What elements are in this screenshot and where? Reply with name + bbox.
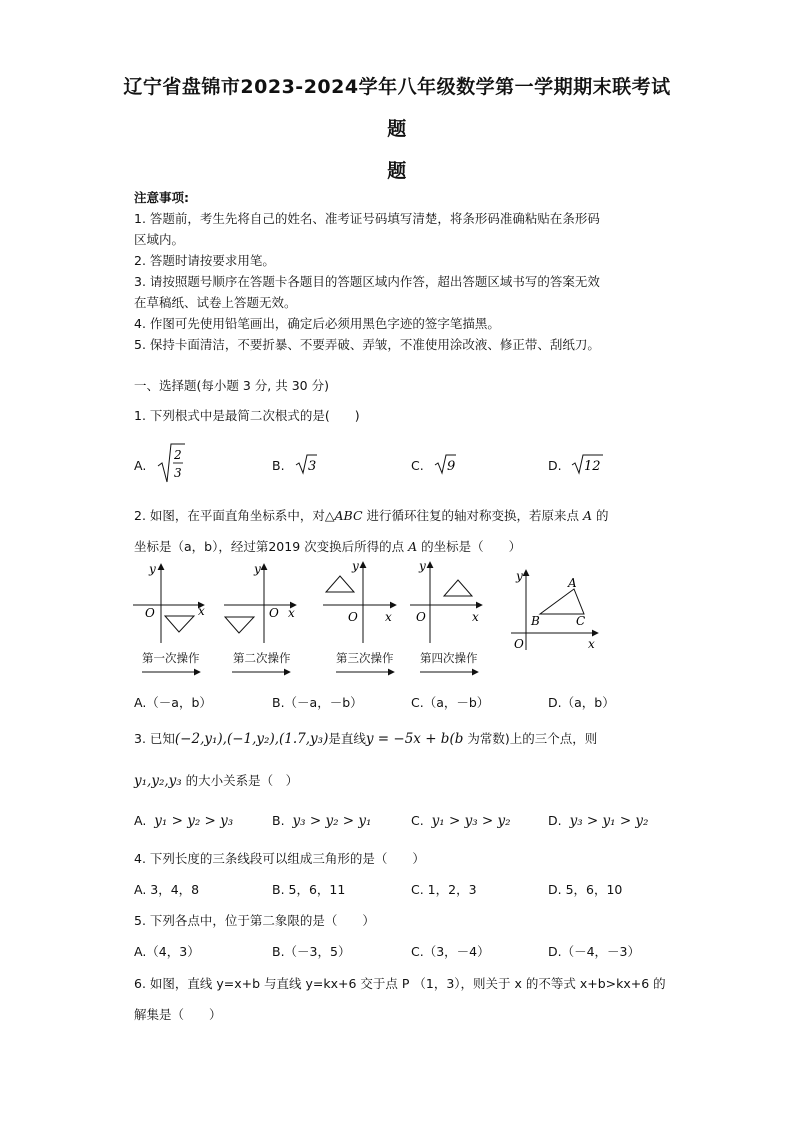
q6-stem-line2: 解集是（ ） xyxy=(134,1007,222,1022)
notice-item: 区域内。 xyxy=(134,232,185,247)
q5-option-a: A.（4，3） xyxy=(134,944,200,959)
q4-option-a: A. 3，4，8 xyxy=(134,882,200,897)
origin-label: O xyxy=(269,606,279,620)
q4-option-d: D. 5，6，10 xyxy=(548,882,623,897)
q1-radicand: 2 xyxy=(174,448,182,462)
y-axis-label: y xyxy=(149,562,156,576)
q2-panel-1 xyxy=(133,562,205,643)
triangle xyxy=(165,616,194,632)
x-axis-label: x xyxy=(288,606,295,620)
q5-option-d: D.（－4，－3） xyxy=(548,944,641,959)
vertex-b-label: B xyxy=(531,614,540,628)
q1-option-a-label: A. xyxy=(134,458,147,473)
q4-stem: 4. 下列长度的三条线段可以组成三角形的是（ ） xyxy=(134,851,425,866)
section-heading: 一、选择题(每小题 3 分, 共 30 分) xyxy=(134,378,329,393)
y-axis-label: y xyxy=(516,569,523,583)
q5-option-c: C.（3，－4） xyxy=(411,944,490,959)
q4-option-b: B. 5，6，11 xyxy=(272,882,346,897)
origin-label: O xyxy=(145,606,155,620)
notice-item: 5. 保持卡面清洁，不要折暴、不要弄破、弄皱，不准使用涂改液、修正带、刮纸刀。 xyxy=(134,337,600,352)
q1-stem: 1. 下列根式中是最简二次根式的是( ) xyxy=(134,408,360,423)
q3-stem-line2: y₁,y₂,y₃ 的大小关系是（ ） xyxy=(134,773,299,789)
q2-option-c: C.（a，－b） xyxy=(411,695,490,710)
triangle xyxy=(444,580,472,596)
notice-item: 4. 作图可先使用铅笔画出，确定后必须用黑色字迹的签字笔描黑。 xyxy=(134,316,500,331)
q3-option-a: A. y₁ > y₂ > y₃ xyxy=(134,813,234,829)
q1-option-a-radical xyxy=(156,440,186,486)
q1-radicand: 3 xyxy=(174,466,182,480)
q1-radicand: 9 xyxy=(447,459,456,474)
origin-label: O xyxy=(348,610,358,624)
q2-caption-1: 第一次操作 xyxy=(142,651,200,665)
q4-option-c: C. 1，2，3 xyxy=(411,882,477,897)
q2-panel-5 xyxy=(511,569,598,651)
x-axis-label: x xyxy=(588,637,595,651)
q2-option-b: B.（－a，－b） xyxy=(272,695,363,710)
q2-caption-3: 第三次操作 xyxy=(336,651,394,665)
q3-option-d: D. y₃ > y₁ > y₂ xyxy=(548,813,649,829)
q1-option-d-label: D. xyxy=(548,458,562,473)
q1-option-d-radical xyxy=(570,452,604,476)
q6-stem-line1: 6. 如图，直线 y=x+b 与直线 y=kx+6 交于点 P （1，3），则关于 x 的不等式 x+b>kx+6 的 xyxy=(134,976,666,991)
exam-title-line1: 辽宁省盘锦市2023-2024学年八年级数学第一学期期末联考试 xyxy=(123,76,671,98)
q2-option-d: D.（a，b） xyxy=(548,695,615,710)
q5-option-b: B.（－3，5） xyxy=(272,944,351,959)
q1-option-b-radical xyxy=(294,452,318,476)
notice-item: 在草稿纸、试卷上答题无效。 xyxy=(134,295,297,310)
q3-option-c: C. y₁ > y₃ > y₂ xyxy=(411,813,511,829)
notice-item: 2. 答题时请按要求用笔。 xyxy=(134,253,275,268)
y-axis-label: y xyxy=(254,562,261,576)
q2-option-a: A.（－a，b） xyxy=(134,695,212,710)
exam-title-line2: 题 xyxy=(387,118,407,140)
q5-stem: 5. 下列各点中，位于第二象限的是（ ） xyxy=(134,913,375,928)
q2-panel-3 xyxy=(323,559,396,643)
exam-title-line3: 题 xyxy=(387,160,407,182)
y-axis-label: y xyxy=(352,559,359,573)
q1-radicand: 12 xyxy=(584,459,601,474)
q3-option-b: B. y₃ > y₂ > y₁ xyxy=(272,813,372,829)
q3-stem-line1: 3. 已知(−2,y₁),(−1,y₂),(1.7,y₃)是直线y = −5x + b(b 为常数)上的三个点，则 xyxy=(134,731,598,747)
q1-option-b-label: B. xyxy=(272,458,285,473)
q2-caption-2: 第二次操作 xyxy=(233,651,291,665)
q1-option-c-label: C. xyxy=(411,458,424,473)
triangle xyxy=(225,617,254,633)
vertex-a-label: A xyxy=(568,576,577,590)
triangle-abc xyxy=(540,589,584,614)
q2-panel-4 xyxy=(410,559,482,643)
origin-label: O xyxy=(416,610,426,624)
q2-stem-line1: 2. 如图，在平面直角坐标系中，对△ABC 进行循环往复的轴对称变换，若原来点 A 的 xyxy=(134,508,609,523)
origin-label: O xyxy=(514,637,524,651)
q2-caption-4: 第四次操作 xyxy=(420,651,478,665)
vertex-c-label: C xyxy=(576,614,586,628)
y-axis-label: y xyxy=(419,559,426,573)
notice-heading: 注意事项: xyxy=(134,190,189,205)
q2-stem-line2: 坐标是（a，b），经过第2019 次变换后所得的点 A 的坐标是（ ） xyxy=(134,539,522,554)
q1-option-c-radical xyxy=(433,452,457,476)
notice-item: 3. 请按照题号顺序在答题卡各题目的答题区域内作答，超出答题区域书写的答案无效 xyxy=(134,274,600,289)
q2-panel-2 xyxy=(224,562,296,643)
triangle xyxy=(326,576,354,592)
notice-item: 1. 答题前，考生先将自己的姓名、准考证号码填写清楚，将条形码准确粘贴在条形码 xyxy=(134,211,600,226)
x-axis-label: x xyxy=(198,604,205,618)
x-axis-label: x xyxy=(472,610,479,624)
x-axis-label: x xyxy=(385,610,392,624)
q1-radicand: 3 xyxy=(308,459,317,474)
